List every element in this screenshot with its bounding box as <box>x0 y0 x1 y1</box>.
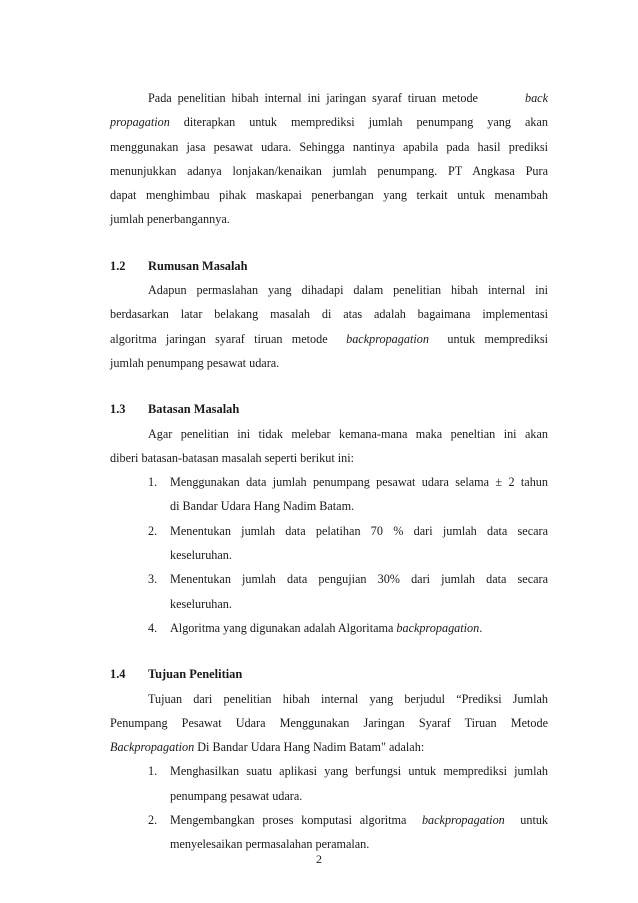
section-heading-batasan-masalah <box>110 397 548 421</box>
section-heading-tujuan-penelitian <box>110 662 548 686</box>
intro-line: menunjukkan adanya lonjakan/kenaikan jumlah penumpang. PT Angkasa Pura <box>110 163 548 178</box>
section-title: Rumusan Masalah <box>148 258 248 273</box>
line-part: diterapkan untuk memprediksi jumlah penumpang yang akan <box>169 115 548 130</box>
list-text: di Bandar Udara Hang Nadim Batam. <box>170 499 355 514</box>
list-item <box>110 519 548 568</box>
italic-term: backpropagation <box>396 620 480 635</box>
list-text <box>170 808 548 832</box>
intro-line: jumlah penerbangannya. <box>110 212 230 227</box>
paragraph-line: Penumpang Pesawat Udara Menggunakan Jaringan Syaraf Tiruan Metode <box>110 715 548 730</box>
list-item <box>110 616 548 640</box>
paragraph-line: berdasarkan latar belakang masalah di atas adalah bagaimana implementasi <box>110 307 548 322</box>
paragraph-line: Agar penelitian ini tidak melebar kemana-mana maka peneltian ini akan <box>148 426 548 441</box>
line-part: algoritma jaringan syaraf tiruan metode <box>110 331 328 346</box>
list-number: 2. <box>148 523 158 538</box>
intro-line-text <box>148 91 548 105</box>
paragraph-line <box>110 735 548 759</box>
rumusan-paragraph <box>110 278 548 375</box>
list-text <box>170 616 548 640</box>
page-number: 2 <box>316 852 322 866</box>
italic-term: backpropagation <box>346 331 429 346</box>
paragraph-line: jumlah penumpang pesawat udara. <box>110 355 280 370</box>
tujuan-paragraph <box>110 687 548 760</box>
page-content <box>110 86 548 857</box>
tujuan-list <box>110 759 548 856</box>
italic-term: backpropagation <box>421 813 505 828</box>
intro-line <box>110 86 548 110</box>
list-number: 2. <box>148 813 158 828</box>
intro-paragraph <box>110 86 548 232</box>
list-text: keseluruhan. <box>170 548 232 563</box>
section-number: 1.2 <box>110 258 126 273</box>
list-text: Menghasilkan suatu aplikasi yang berfungsi untuk memprediksi jumlah <box>170 764 548 779</box>
list-item <box>110 808 548 857</box>
intro-line: dapat menghimbau pihak maskapai penerbangan yang terkait untuk menambah <box>110 188 548 203</box>
intro-line <box>110 110 548 134</box>
italic-term: Backpropagation <box>110 740 195 755</box>
list-number: 1. <box>148 764 158 779</box>
list-text: menyelesaikan permasalahan peramalan. <box>170 837 370 852</box>
section-title: Batasan Masalah <box>148 402 240 417</box>
line-part: Di Bandar Udara Hang Nadim Batam" adalah: <box>194 740 425 755</box>
batasan-paragraph <box>110 422 548 471</box>
intro-line-text <box>110 115 548 129</box>
list-number: 4. <box>148 620 158 635</box>
list-text: penumpang pesawat udara. <box>170 788 303 803</box>
line-part: . <box>479 620 483 635</box>
intro-line: menggunakan jasa pesawat udara. Sehingga nantinya apabila pada hasil prediksi <box>110 139 548 154</box>
italic-term: propagation <box>110 115 170 130</box>
list-text: Menggunakan data jumlah penumpang pesawat udara selama ± 2 tahun <box>170 475 548 490</box>
list-number: 3. <box>148 572 158 587</box>
list-item <box>110 470 548 519</box>
section-heading-rumusan-masalah <box>110 254 548 278</box>
batasan-list <box>110 470 548 640</box>
paragraph-line: Adapun permaslahan yang dihadapi dalam penelitian hibah internal ini <box>148 283 548 298</box>
list-item <box>110 567 548 616</box>
paragraph-line: diberi batasan-batasan masalah seperti berikut ini: <box>110 450 354 465</box>
list-item <box>110 759 548 808</box>
line-part: Algoritma yang digunakan adalah Algoritama <box>170 620 394 635</box>
list-text: Menentukan jumlah data pelatihan 70 % dari jumlah data secara <box>170 523 548 538</box>
section-title: Tujuan Penelitian <box>148 667 243 682</box>
section-number: 1.4 <box>110 667 126 682</box>
paragraph-line <box>110 327 548 351</box>
line-part: Pada penelitian hibah internal ini jaringan syaraf tiruan metode <box>148 91 478 105</box>
list-text: keseluruhan. <box>170 596 232 611</box>
line-part: Mengembangkan proses komputasi algoritma <box>170 813 407 828</box>
section-number: 1.3 <box>110 402 126 417</box>
list-number: 1. <box>148 475 158 490</box>
italic-term: back <box>524 91 548 105</box>
line-part: untuk <box>520 813 549 828</box>
list-text: Menentukan jumlah data pengujian 30% dari jumlah data secara <box>170 572 548 587</box>
paragraph-line: Tujuan dari penelitian hibah internal yang berjudul “Prediksi Jumlah <box>148 691 548 706</box>
line-part: untuk memprediksi <box>447 331 549 346</box>
